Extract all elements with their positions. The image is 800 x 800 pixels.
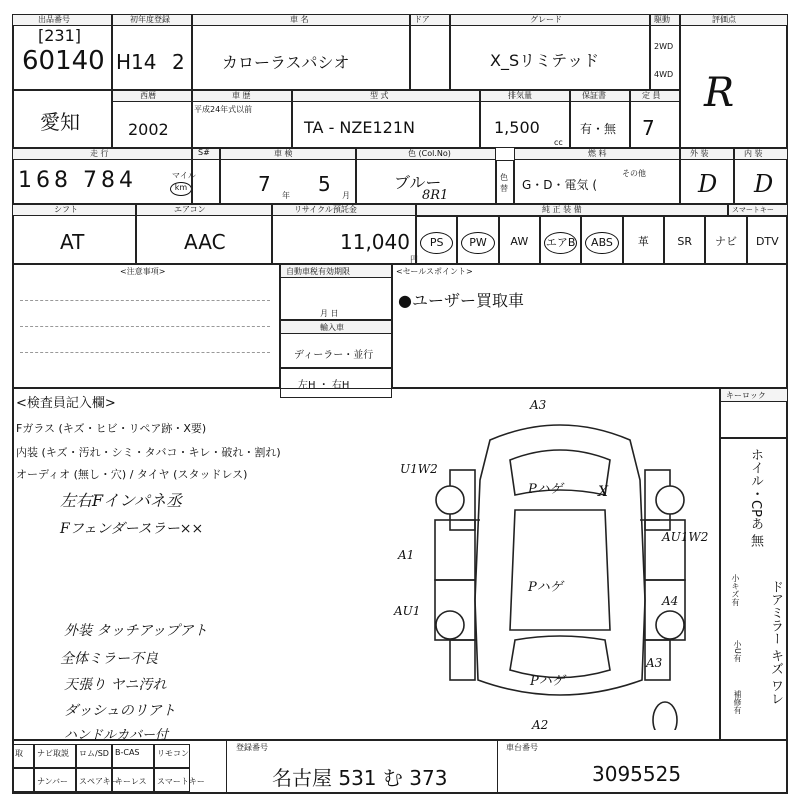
shaken-month: 5 (318, 172, 331, 196)
steering: 左H ・ 右H (298, 380, 350, 391)
shaken-month-unit: 月 (342, 191, 350, 200)
notes-header: <注意事項> (120, 267, 166, 276)
model-cell (292, 90, 480, 148)
mark-front-right: X (598, 484, 608, 500)
footer-item-bottom: キーレス (115, 777, 147, 786)
footer-check-cell (154, 768, 190, 792)
seats-header: 定 員 (642, 91, 661, 100)
equip-item: ABS (585, 232, 618, 254)
handwritten-note-5: 天張り ヤニ汚れ (64, 677, 167, 693)
footer-check-cell (12, 744, 34, 768)
fuel-header: 燃 料 (588, 149, 607, 158)
handwritten-note-3: 外装 タッチアップアト (64, 623, 208, 639)
color-no: 8R1 (422, 188, 449, 203)
footer-check-cell (154, 744, 190, 768)
chassis-header: 車台番号 (506, 743, 538, 752)
exterior-header: 外 装 (690, 149, 709, 158)
keylock-cell (720, 388, 788, 438)
equip-item: エアB (544, 232, 577, 254)
handwritten-note-1: 左右Fインパネ丞 (60, 491, 182, 510)
grade-header: グレード (530, 15, 562, 24)
drive-cell (650, 14, 680, 90)
recycle-fee-unit: 円 (410, 255, 418, 264)
first-reg-header: 初年度登録 (130, 15, 170, 24)
mark-hood: Pハゲ (528, 482, 563, 497)
notes-line-3 (20, 352, 270, 353)
import-header: 輸入車 (320, 323, 344, 332)
mark-roof: Pハゲ (528, 580, 563, 595)
road-tax-header: 自動車税有効期限 (286, 267, 350, 276)
footer-item-top: ナビ取説 (37, 749, 69, 758)
year: 2002 (128, 120, 169, 139)
mark-front: A3 (530, 398, 547, 412)
right-column-cell (720, 438, 788, 740)
mileage-header: 走 行 (90, 149, 109, 158)
history-header: 車 歴 (232, 91, 251, 100)
import-dealer: ディーラー・並行 (294, 350, 374, 361)
rating-header: 評価点 (712, 15, 736, 24)
notes-line-2 (20, 326, 270, 327)
footer-check-cell (34, 744, 76, 768)
recycle-fee-cell (272, 204, 416, 264)
name-header: 車 名 (290, 15, 309, 24)
history-cell (192, 90, 292, 148)
first-reg-cell (112, 14, 192, 90)
sales-cell (392, 264, 788, 388)
recycle-fee-header: リサイクル預託金 (294, 205, 357, 214)
warranty-header: 保証書 (582, 91, 606, 100)
mileage-cell (12, 148, 192, 204)
import-cell (280, 320, 392, 368)
handwritten-note-4: 全体ミラー不良 (60, 651, 158, 667)
footer-item-top: 取 (15, 749, 23, 758)
footer-item-bottom: ナンバー (37, 777, 69, 786)
sales-point: ●ユーザー買取車 (398, 291, 524, 310)
rating-cell (680, 14, 788, 148)
car-name: カローラスパシオ (222, 53, 350, 72)
color-cell (356, 148, 496, 204)
shaken-year-unit: 年 (282, 191, 290, 200)
small-scratch-2: 小U有 (733, 640, 742, 662)
door-cell (410, 14, 450, 90)
car-name-cell (192, 14, 410, 90)
footer-check-cell (76, 744, 112, 768)
shift: AT (60, 230, 85, 254)
road-tax-unit: 月 日 (320, 309, 339, 318)
interior-cell (734, 148, 788, 204)
repair: 補修有 (733, 690, 742, 714)
interior-header: 内 装 (744, 149, 763, 158)
smartkey-header: スマートキー (732, 206, 774, 214)
footer-item-top: リモコン (157, 749, 189, 758)
handwritten-note-7: ハンドルカバー付 (64, 728, 169, 743)
footer-item-top: ロム/SD (79, 749, 109, 758)
mirror-text: ドアミラー キズ ワレ (768, 580, 783, 706)
fuel-other: その他 (622, 169, 646, 178)
footer-item-bottom: スペアキー (79, 777, 119, 786)
footer-check-cell (12, 768, 34, 792)
footer-check-cell (34, 768, 76, 792)
year-cell (112, 90, 192, 148)
footer-check-cell (112, 744, 154, 768)
small-scratch: 小キズ有 (731, 574, 740, 606)
auction-no-cell (12, 14, 112, 90)
first-reg-month: 2 (172, 50, 185, 74)
grade: X_Sリミテッド (490, 51, 600, 70)
mark-rear: A2 (532, 718, 549, 732)
drive-header: 駆動 (654, 15, 670, 24)
cc-cell (480, 90, 570, 148)
footer-item-top: B-CAS (115, 748, 140, 757)
footer-check-cell (112, 768, 154, 792)
auction-number: 60140 (22, 46, 105, 76)
first-reg: H14 (116, 50, 157, 74)
fuel-cell (514, 148, 680, 204)
ac: AAC (184, 230, 226, 254)
year-header: 西暦 (140, 91, 156, 100)
mark-left-front-door: A1 (398, 548, 415, 562)
mark-front-left: U1W2 (400, 462, 438, 476)
warranty-value: 有・無 (580, 122, 617, 136)
footer-check-cell (76, 768, 112, 792)
exterior: D (698, 170, 718, 198)
cc-unit: cc (554, 138, 563, 147)
drive-2wd: 2WD (654, 42, 674, 51)
model-header: 型 式 (370, 91, 389, 100)
equip-header: 純 正 装 備 (542, 205, 582, 214)
equip-item: 革 (637, 235, 649, 248)
shift-cell (12, 204, 136, 264)
equip-item: PW (461, 232, 494, 254)
equip-item: ナビ (714, 235, 737, 248)
seats-cell (630, 90, 680, 148)
mileage: 168 784 (18, 168, 137, 193)
mark-left-rear-door: AU1 (394, 604, 421, 618)
handwritten-note-2: Fフェンダースラー×× (60, 521, 204, 537)
door-header: ドア (414, 15, 430, 24)
inspect-line-2: 内装 (キズ・汚れ・シミ・タバコ・キレ・破れ・割れ) (16, 446, 281, 459)
grade-cell (450, 14, 650, 90)
inspector-header: <検査員記入欄> (16, 396, 116, 411)
warranty-cell (570, 90, 630, 148)
region: 愛知 (40, 110, 80, 134)
reg-cell (226, 740, 498, 794)
footer-item-bottom: スマートキー (157, 777, 205, 786)
color-header: 色 (Col.No) (408, 149, 451, 158)
cc: 1,500 (494, 118, 540, 137)
recycle-fee: 11,040 (340, 230, 410, 254)
inspect-line-1: Fガラス (キズ・ヒビ・リペア跡・X要) (16, 422, 207, 435)
exterior-cell (680, 148, 734, 204)
wheel-text: ホイル・CPあ 無 (748, 448, 763, 548)
registration-number: 名古屋 531 む 373 (272, 766, 448, 790)
drive-4wd: 4WD (654, 70, 674, 79)
auction-no-bracket: [231] (38, 26, 82, 45)
interior: D (754, 170, 774, 198)
notes-line-1 (20, 300, 270, 301)
shaken-year: 7 (258, 172, 271, 196)
seats: 7 (642, 116, 655, 140)
equip-item: SR (677, 235, 692, 248)
ac-cell (136, 204, 272, 264)
mark-right-front-door: AU1W2 (662, 530, 709, 544)
sh-header: S# (198, 148, 210, 157)
sh-cell (192, 148, 220, 204)
color-change-cell (496, 160, 514, 204)
equip-item: DTV (755, 235, 779, 248)
equip-item: PS (420, 232, 453, 254)
chassis-number: 3095525 (592, 762, 682, 786)
mileage-unit-top: マイル (172, 171, 196, 180)
shaken-header: 車 検 (274, 149, 293, 158)
mark-rear-right: A3 (646, 656, 663, 670)
color: ブルー (394, 173, 442, 192)
fuel: G・D・電気 ( (522, 178, 598, 192)
mark-right-rear-door: A4 (662, 594, 679, 608)
history-small: 平成24年式以前 (194, 105, 253, 114)
handwritten-note-6: ダッシュのリアト (64, 703, 176, 719)
model: TA - NZE121N (304, 118, 415, 137)
shaken-cell (220, 148, 356, 204)
rating: R (704, 70, 735, 116)
cc-header: 排気量 (508, 91, 532, 100)
mark-trunk: Pハゲ (530, 674, 565, 689)
mileage-unit: km (170, 182, 192, 196)
inspect-line-3: オーディオ (無し・穴) / タイヤ (スタッドレス) (16, 468, 248, 481)
equip-item: AW (510, 235, 529, 248)
keylock-header: キーロック (726, 391, 766, 400)
reg-header: 登録番号 (236, 743, 268, 752)
ac-header: エアコン (174, 205, 206, 214)
shift-header: シフト (54, 205, 78, 214)
color-change: 色替 (500, 173, 508, 193)
sales-header: <セールスポイント> (396, 267, 473, 276)
auction-no-header: 出品番号 (38, 15, 70, 24)
